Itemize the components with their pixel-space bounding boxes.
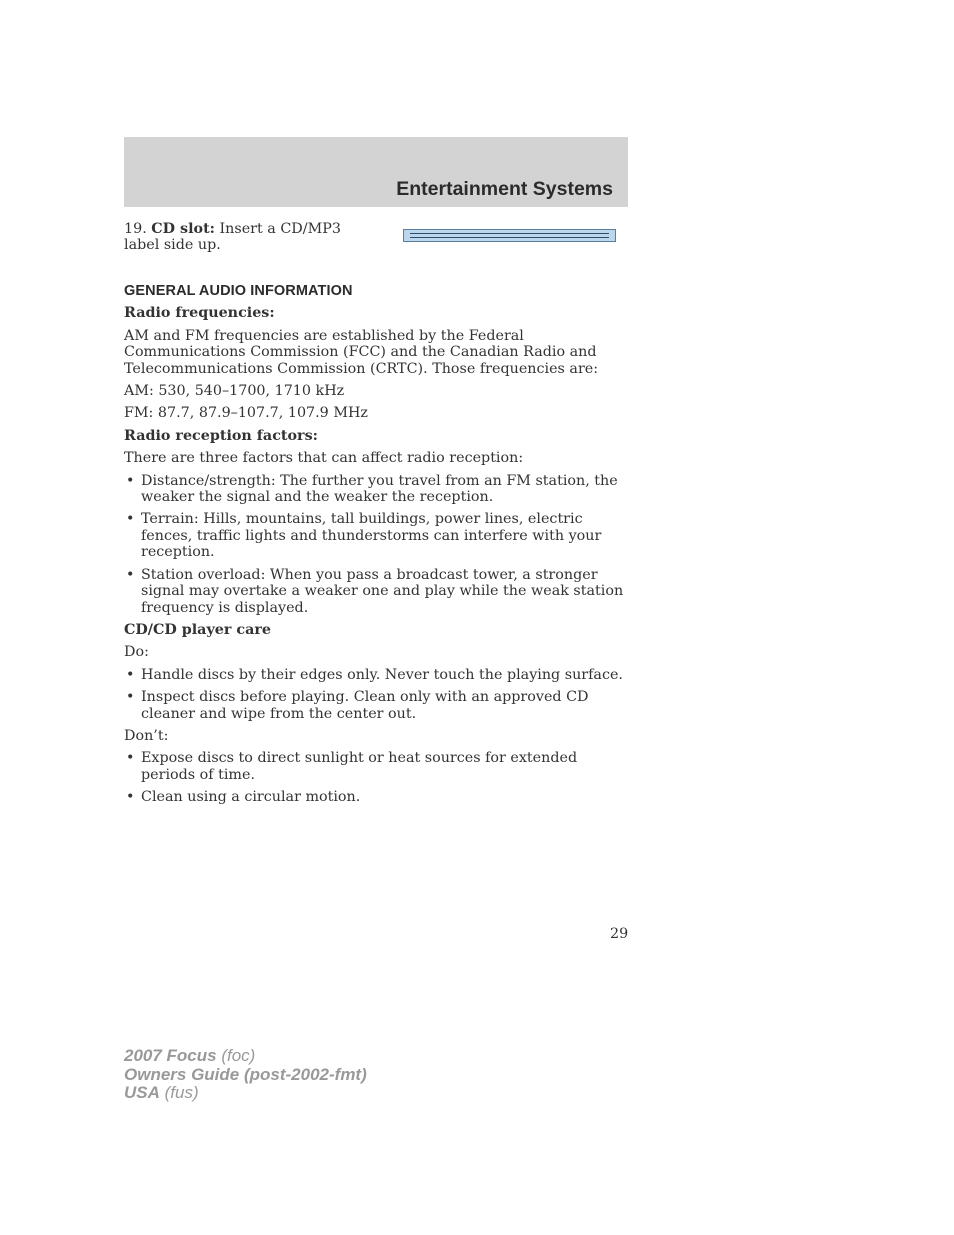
list-item [124, 667, 628, 683]
footer-model-code: (foc) [221, 1046, 256, 1065]
radio-frequencies-text: AM and FM frequencies are established by the Federal Communications Commission (FCC) and the Canadian Radio and Telecommunications Commission (CRTC). Those frequencies are: [124, 327, 599, 377]
list-item-text: Distance/strength: The further you travel from an FM station, the weaker the signal and the weaker the reception. [141, 472, 618, 506]
cd-slot-description [124, 221, 374, 254]
dont-list [124, 750, 628, 805]
radio-frequencies-heading: Radio frequencies: [124, 305, 275, 322]
section-header-title: Entertainment Systems [396, 178, 613, 200]
page-content [124, 221, 628, 812]
am-frequencies: AM: 530, 540–1700, 1710 kHz [124, 383, 345, 400]
section-header-band [124, 137, 628, 207]
cd-slot-illustration [403, 229, 616, 242]
section-heading: GENERAL AUDIO INFORMATION [124, 283, 353, 299]
footer-market: USA [124, 1083, 160, 1102]
bullet-icon: • [126, 689, 135, 706]
bullet-icon: • [126, 511, 135, 528]
dont-label: Don’t: [124, 727, 169, 744]
footer-guide: Owners Guide (post-2002-fmt) [124, 1064, 367, 1084]
list-item [124, 567, 628, 616]
bullet-icon: • [126, 472, 135, 489]
document-footer [124, 1047, 367, 1103]
list-item [124, 689, 628, 722]
do-label: Do: [124, 644, 149, 661]
list-item [124, 473, 628, 506]
fm-frequencies: FM: 87.7, 87.9–107.7, 107.9 MHz [124, 405, 368, 422]
list-item-text: Handle discs by their edges only. Never touch the playing surface. [141, 666, 623, 683]
footer-market-code: (fus) [164, 1083, 199, 1102]
page-number: 29 [610, 926, 629, 942]
list-item-text: Clean using a circular motion. [141, 789, 361, 806]
list-item [124, 511, 628, 560]
list-item [124, 789, 628, 805]
list-item [124, 750, 628, 783]
list-item-text: Terrain: Hills, mountains, tall buildings, power lines, electric fences, traffic lights and thunderstorms can interfere with your reception. [141, 511, 602, 561]
list-item-text: Inspect discs before playing. Clean only with an approved CD cleaner and wipe from the center out. [141, 689, 589, 722]
bullet-icon: • [126, 750, 135, 767]
reception-list [124, 473, 628, 616]
bullet-icon: • [126, 566, 135, 583]
bullet-icon: • [126, 789, 135, 806]
cd-slot-text: Insert a CD/MP3 label side up. [124, 221, 341, 254]
reception-factors-heading: Radio reception factors: [124, 427, 318, 444]
footer-model: 2007 Focus [124, 1046, 217, 1065]
do-list [124, 667, 628, 722]
list-item-text: Expose discs to direct sunlight or heat sources for extended periods of time. [141, 750, 578, 783]
bullet-icon: • [126, 666, 135, 683]
cd-slot-number: 19. [124, 221, 147, 237]
cd-slot-label: CD slot: [151, 221, 215, 237]
list-item-text: Station overload: When you pass a broadcast tower, a stronger signal may overtake a weaker one and play while the weak station frequency is displayed. [141, 566, 624, 616]
cd-care-heading: CD/CD player care [124, 621, 271, 638]
reception-intro: There are three factors that can affect radio reception: [124, 450, 524, 467]
cd-slot-row [124, 221, 628, 267]
